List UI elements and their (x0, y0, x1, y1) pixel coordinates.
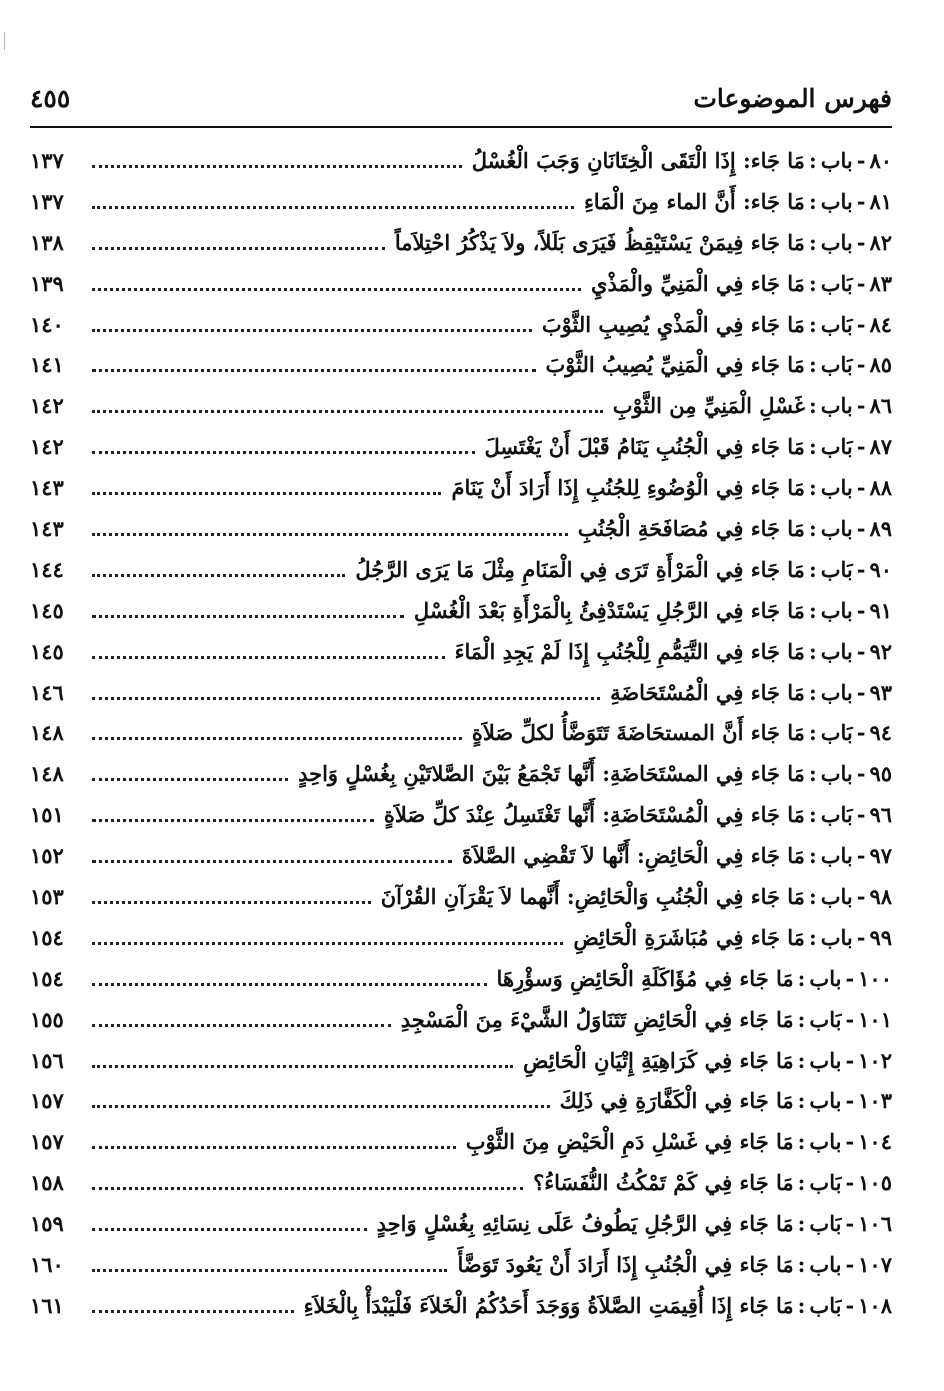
entry-label: باب (820, 393, 853, 419)
entry-number: ٨٦ (869, 393, 892, 419)
entry-label: باب (820, 924, 853, 950)
entry-colon: : (797, 1292, 806, 1318)
entry-separator: - (856, 802, 866, 828)
page-number: ٤٥٥ (30, 83, 71, 113)
entry-separator: - (856, 761, 866, 787)
entry-number: ١٠٣ (858, 1088, 892, 1114)
toc-entry (30, 590, 892, 631)
toc-entry (30, 304, 892, 345)
entry-colon: : (808, 638, 817, 664)
entry-colon: : (808, 597, 817, 623)
dot-leader (92, 451, 475, 454)
toc-entry (30, 1121, 892, 1162)
entry-title: مَا جَاء فِي الْجُنُبِ وَالْحَائِضِ: أَنَّهما لاَ يَقْرَآنِ القُرْآنَ (380, 883, 805, 909)
toc-entry (30, 263, 892, 304)
entry-title: مَا جَاء فِي الْوُضُوءِ لِلجُنُبِ إِذَا أَرَادَ أَنْ يَنَامَ (451, 475, 805, 501)
header-rule (30, 126, 892, 128)
entry-number: ١٠١ (858, 1006, 892, 1032)
toc-entry (30, 508, 892, 549)
entry-title: مَا جَاء فِي الْمَرْأَةِ تَرَى فِي الْمَنَامِ مِثْلَ مَا يَرَى الرَّجُلُ (355, 556, 805, 582)
dot-leader (92, 942, 563, 945)
entry-separator: - (856, 229, 866, 255)
entry-number: ٩٨ (869, 883, 892, 909)
entry-colon: : (808, 556, 817, 582)
entry-number: ١٠٤ (858, 1129, 892, 1155)
dot-leader (92, 410, 603, 413)
entry-separator: - (856, 924, 866, 950)
entry-label: باب (820, 761, 853, 787)
dot-leader (92, 1269, 447, 1272)
entry-page-number: ١٤٥ (30, 597, 64, 623)
entry-number: ٩٧ (869, 843, 892, 869)
entry-separator: - (845, 1047, 855, 1073)
entry-page-number: ١٥٤ (30, 924, 64, 950)
entry-separator: - (845, 1088, 855, 1114)
entry-page-number: ١٤٥ (30, 638, 64, 664)
entry-colon: : (808, 843, 817, 869)
entry-title: مَا جَاء فِي الْجُنُبِ يَنَامُ قَبْلَ أَنْ يَغْتَسِلَ (484, 434, 805, 460)
entry-number: ١٠٨ (858, 1292, 892, 1318)
entry-separator: - (856, 352, 866, 378)
entry-page-number: ١٦٠ (30, 1251, 64, 1277)
entry-title: مَا جَاء إِذَا أُقِيمَتِ الصَّلاَةُ وَوَجَدَ أَحَدُكُمُ الْخَلاَءَ فَلْيَبْدَأْ بِالْخَلاَءِ (303, 1292, 794, 1318)
toc-entry (30, 344, 892, 385)
dot-leader (92, 247, 385, 250)
entry-label: بَاب (809, 1170, 842, 1196)
entry-label: باب (820, 843, 853, 869)
entry-title: مَا جَاء فِي غَسْلِ دَمِ الْحَيْضِ مِنَ الثَّوْبِ (465, 1129, 794, 1155)
toc-entry (30, 1285, 892, 1326)
toc-entry (30, 467, 892, 508)
entry-title: مَا جَاء فِي الْمُسْتَحَاضَةِ (610, 679, 805, 705)
entry-separator: - (856, 720, 866, 746)
entry-label: باب (809, 1129, 842, 1155)
entry-number: ٨٥ (869, 352, 892, 378)
dot-leader (92, 778, 288, 781)
entry-separator: - (845, 1170, 855, 1196)
entry-title: مَا جَاء فِي الْجُنُبِ إِذَا أَرَادَ أَنْ يَعُودَ تَوَضَّأَ (457, 1251, 794, 1277)
entry-title: مَا جَاء: أَنَّ الماء مِنَ الْمَاءِ (583, 188, 805, 214)
entry-page-number: ١٥٤ (30, 965, 64, 991)
entry-separator: - (856, 188, 866, 214)
entry-colon: : (808, 270, 817, 296)
entry-separator: - (856, 515, 866, 541)
toc-entry (30, 1203, 892, 1244)
entry-number: ٩٢ (869, 638, 892, 664)
entry-title: مَا جَاء: إِذَا الْتَقَى الْخِتَانَانِ وَجَبَ الْغُسْلُ (471, 147, 805, 173)
entry-separator: - (845, 1211, 855, 1237)
toc-entry (30, 753, 892, 794)
entry-title: مَا جَاء فِي مُؤَاكَلَةِ الْحَائِضِ وَسؤْرِهَا (496, 965, 794, 991)
entry-number: ٨٨ (869, 475, 892, 501)
dot-leader (92, 737, 462, 740)
entry-page-number: ١٤٣ (30, 475, 64, 501)
dot-leader (92, 1187, 523, 1190)
entry-number: ٩١ (869, 597, 892, 623)
dot-leader (92, 1065, 513, 1068)
toc-entry (30, 426, 892, 467)
entry-label: باب (809, 965, 842, 991)
toc-entry (30, 222, 892, 263)
entry-number: ١٠٥ (858, 1170, 892, 1196)
entry-separator: - (856, 679, 866, 705)
entry-colon: : (808, 188, 817, 214)
entry-separator: - (856, 638, 866, 664)
entry-separator: - (856, 597, 866, 623)
entry-page-number: ١٣٧ (30, 188, 64, 214)
entry-number: ٩٠ (869, 556, 892, 582)
entry-label: باب (820, 679, 853, 705)
entry-number: ٩٤ (869, 720, 892, 746)
toc-entry (30, 385, 892, 426)
entry-page-number: ١٥١ (30, 802, 64, 828)
entry-label: باب (820, 597, 853, 623)
entry-title: مَا جَاء فِي الرَّجُلِ يَطُوفُ عَلَى نِسَائِهِ بِغُسْلٍ وَاحِدٍ (376, 1211, 794, 1237)
entry-colon: : (797, 1211, 806, 1237)
entry-colon: : (808, 924, 817, 950)
entry-colon: : (808, 311, 817, 337)
toc-entry (30, 140, 892, 181)
entry-page-number: ١٤٢ (30, 434, 64, 460)
entry-separator: - (845, 1129, 855, 1155)
dot-leader (92, 656, 445, 659)
dot-leader (92, 533, 568, 536)
dot-leader (92, 1024, 391, 1027)
entry-page-number: ١٥٣ (30, 883, 64, 909)
entry-title: مَا جَاء فِي الْمُسْتَحَاضَةِ: أَنَّها تَغْتَسِلُ عِنْدَ كلِّ صَلاَةٍ (383, 802, 805, 828)
entry-label: باب (809, 1088, 842, 1114)
entry-number: ٩٦ (869, 802, 892, 828)
entry-title: مَا جَاء أَنَّ المستحَاضَةَ تَتَوَضَّأُ لكلِّ صَلاَةٍ (471, 720, 805, 746)
entry-number: ٩٩ (869, 924, 892, 950)
entry-separator: - (856, 393, 866, 419)
entry-title: مَا جَاء فِي الْمَنِيِّ يُصِيبُ الثَّوْبَ (545, 352, 805, 378)
entry-number: ٨٧ (869, 434, 892, 460)
entry-colon: : (797, 1170, 806, 1196)
entry-label: باب (820, 475, 853, 501)
entry-label: بَاب (820, 311, 853, 337)
entry-separator: - (856, 147, 866, 173)
toc-entry (30, 794, 892, 835)
entry-number: ٨١ (869, 188, 892, 214)
entry-colon: : (808, 515, 817, 541)
entry-title: مَا جَاء فِي مُبَاشَرَةِ الْحَائِضِ (573, 924, 805, 950)
page-header (30, 78, 892, 118)
entry-colon: : (808, 434, 817, 460)
dot-leader (92, 1310, 294, 1313)
entry-separator: - (856, 311, 866, 337)
toc-entry (30, 631, 892, 672)
entry-label: باب (820, 638, 853, 664)
dot-leader (92, 165, 462, 168)
toc-entry (30, 549, 892, 590)
entry-page-number: ١٤٨ (30, 720, 64, 746)
entry-label: بَاب (809, 1211, 842, 1237)
toc-entry (30, 181, 892, 222)
entry-page-number: ١٣٨ (30, 229, 64, 255)
toc-entry (30, 1040, 892, 1081)
entry-colon: : (808, 147, 817, 173)
entry-label: باب (820, 188, 853, 214)
entry-colon: : (808, 802, 817, 828)
entry-colon: : (797, 965, 806, 991)
entry-label: بَاب (820, 556, 853, 582)
dot-leader (92, 1105, 550, 1108)
entry-page-number: ١٤٠ (30, 311, 64, 337)
entry-page-number: ١٤٢ (30, 393, 64, 419)
entry-page-number: ١٥٦ (30, 1047, 64, 1073)
toc-entry (30, 958, 892, 999)
entry-label: بَاب (820, 434, 853, 460)
dot-leader (92, 369, 536, 372)
dot-leader (92, 697, 600, 700)
entry-title: مَا جَاء فِي الْمَنِيِّ والْمَذْيِ (591, 270, 805, 296)
entry-separator: - (856, 270, 866, 296)
entry-label: باب (820, 515, 853, 541)
entry-separator: - (856, 843, 866, 869)
entry-label: بَاب (809, 1006, 842, 1032)
dot-leader (92, 615, 404, 618)
entry-colon: : (808, 679, 817, 705)
entry-page-number: ١٥٧ (30, 1129, 64, 1155)
entry-label: باب (820, 229, 853, 255)
toc-entry (30, 1162, 892, 1203)
toc-entry (30, 1244, 892, 1285)
entry-page-number: ١٣٩ (30, 270, 64, 296)
entry-page-number: ١٥٨ (30, 1170, 64, 1196)
entry-title: مَا جَاء فِي الرَّجُلِ يَسْتَدْفِئُ بِالْمَرْأَةِ بَعْدَ الْغُسْلِ (413, 597, 805, 623)
entry-number: ٨٤ (869, 311, 892, 337)
entry-page-number: ١٥٧ (30, 1088, 64, 1114)
toc-entry (30, 917, 892, 958)
entry-title: مَا جَاء فِي الْكَفَّارَةِ فِي ذَلِكَ (559, 1088, 794, 1114)
entry-page-number: ١٤٤ (30, 556, 64, 582)
dot-leader (92, 1146, 456, 1149)
entry-colon: : (797, 1006, 806, 1032)
entry-number: ٨٠ (869, 147, 892, 173)
entry-number: ٩٥ (869, 761, 892, 787)
entry-label: بَاب (809, 1292, 842, 1318)
entry-title: مَا جَاء فِي كَرَاهِيَةِ إِتْيَانِ الْحَائِضِ (522, 1047, 794, 1073)
entry-title: غَسْلِ الْمَنِيِّ مِن الثَّوْبِ (612, 393, 805, 419)
toc-entry (30, 712, 892, 753)
entry-title: مَا جَاء فِي الْحَائِضِ: أَنَّها لاَ تَقْضِي الصَّلاَةَ (461, 843, 805, 869)
entry-colon: : (808, 720, 817, 746)
toc-entry (30, 835, 892, 876)
entry-label: باب (820, 883, 853, 909)
entry-colon: : (797, 1251, 806, 1277)
entry-colon: : (808, 475, 817, 501)
entry-label: باب (809, 1047, 842, 1073)
entry-separator: - (856, 556, 866, 582)
dot-leader (92, 983, 487, 986)
entry-page-number: ١٤٦ (30, 679, 64, 705)
entry-label: باب (820, 147, 853, 173)
dot-leader (92, 901, 371, 904)
toc-entry (30, 1080, 892, 1121)
dot-leader (92, 1228, 367, 1231)
entry-separator: - (856, 434, 866, 460)
entry-separator: - (856, 475, 866, 501)
dot-leader (92, 860, 452, 863)
entry-label: بَاب (820, 802, 853, 828)
entry-number: ٨٣ (869, 270, 892, 296)
entry-label: بَاب (820, 720, 853, 746)
toc-entry (30, 999, 892, 1040)
toc-entry (30, 876, 892, 917)
entry-colon: : (808, 883, 817, 909)
entry-number: ١٠٧ (858, 1251, 892, 1277)
entry-title: مَا جَاء فِي كَمْ تَمْكُثُ النُّفَسَاءُ؟ (533, 1170, 794, 1196)
entry-page-number: ١٣٧ (30, 147, 64, 173)
entry-page-number: ١٥٩ (30, 1211, 64, 1237)
entry-title: مَا جَاء فِي الْحَائِضِ تَتَنَاوَلُ الشَّيْءَ مِنَ الْمَسْجِدِ (400, 1006, 794, 1032)
dot-leader (92, 206, 574, 209)
entry-separator: - (845, 965, 855, 991)
entry-title: مَا جَاء فِيمَنْ يَسْتَيْقِظُ فَيَرَى بَلَلاً، ولاَ يَذْكُرُ احْتِلاَماً (394, 229, 805, 255)
entry-colon: : (797, 1088, 806, 1114)
dot-leader (92, 329, 532, 332)
entry-colon: : (808, 352, 817, 378)
entry-title: مَا جَاء فِي مُصَافَحَةِ الْجُنُبِ (577, 515, 805, 541)
dot-leader (92, 574, 345, 577)
entry-label: باب (809, 1251, 842, 1277)
entry-page-number: ١٥٢ (30, 843, 64, 869)
entry-separator: - (845, 1251, 855, 1277)
entry-separator: - (845, 1292, 855, 1318)
entry-number: ٨٩ (869, 515, 892, 541)
entry-number: ١٠٠ (858, 965, 892, 991)
page-title: فهرس الموضوعات (693, 83, 892, 113)
entry-page-number: ١٤٨ (30, 761, 64, 787)
entry-number: ٨٢ (869, 229, 892, 255)
entry-page-number: ١٤٣ (30, 515, 64, 541)
entry-number: ٩٣ (869, 679, 892, 705)
entry-colon: : (797, 1047, 806, 1073)
entry-label: بَاب (820, 270, 853, 296)
toc-list (30, 140, 892, 1326)
entry-page-number: ١٤١ (30, 352, 64, 378)
dot-leader (92, 288, 581, 291)
entry-number: ١٠٢ (858, 1047, 892, 1073)
entry-colon: : (808, 761, 817, 787)
entry-separator: - (856, 883, 866, 909)
entry-title: مَا جَاء فِي التَّيَمُّمِ لِلْجُنُبِ إِذَا لَمْ يَجِدِ الْمَاءَ (454, 638, 805, 664)
entry-colon: : (797, 1129, 806, 1155)
entry-page-number: ١٦١ (30, 1292, 64, 1318)
entry-title: مَا جَاء فِي المسْتَحَاضَةِ: أَنَّها تَجْمَعُ بَيْنَ الصَّلاتَيْنِ بِغُسْلٍ وَاحِدٍ (298, 761, 805, 787)
entry-page-number: ١٥٥ (30, 1006, 64, 1032)
toc-entry (30, 672, 892, 713)
dot-leader (92, 492, 441, 495)
entry-number: ١٠٦ (858, 1211, 892, 1237)
entry-colon: : (808, 393, 817, 419)
entry-separator: - (845, 1006, 855, 1032)
dot-leader (92, 819, 374, 822)
entry-title: مَا جَاء فِي الْمَذْيِ يُصِيبِ الثَّوْبَ (541, 311, 805, 337)
entry-colon: : (808, 229, 817, 255)
entry-label: بَاب (820, 352, 853, 378)
scan-edge-mark (4, 32, 5, 50)
